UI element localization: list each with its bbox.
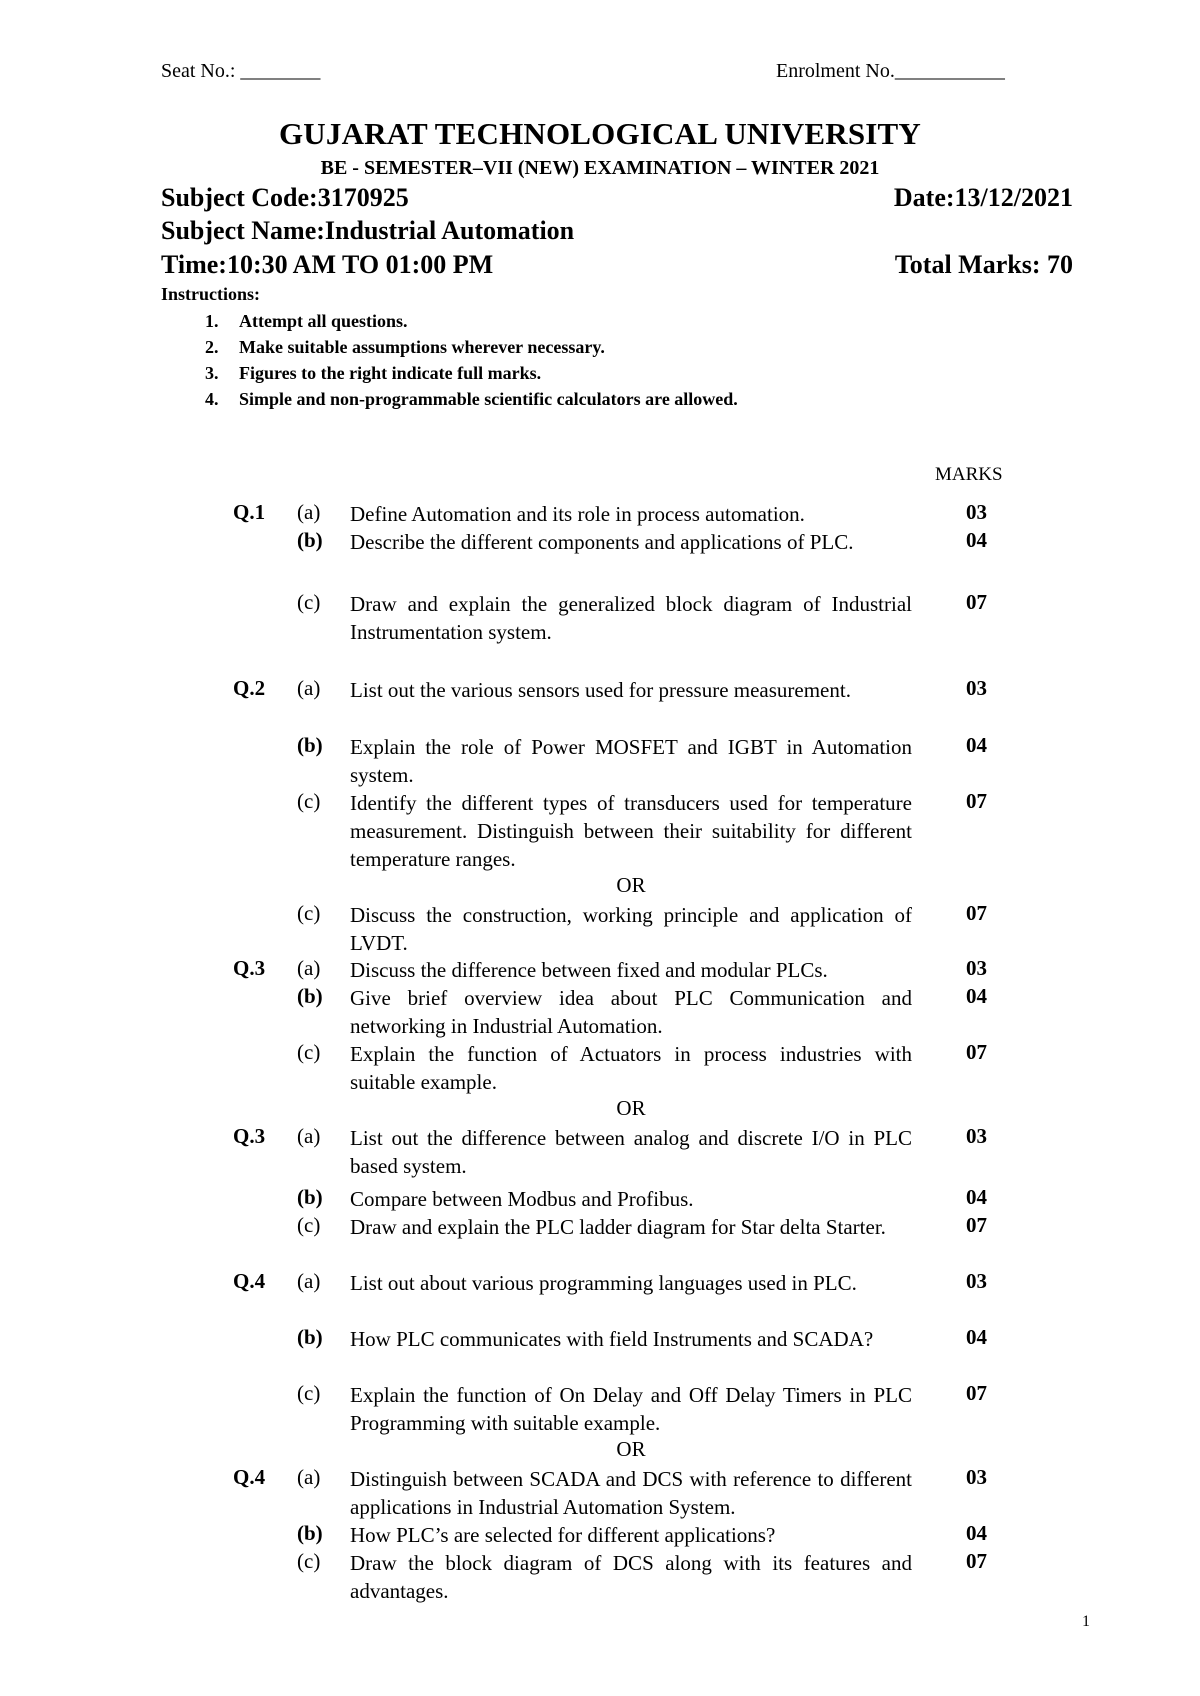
part-label: (c) bbox=[297, 590, 321, 614]
question-marks: 07 bbox=[966, 789, 987, 813]
question-text: List out the various sensors used for pressure measurement. bbox=[350, 678, 851, 702]
question-text: Compare between Modbus and Profibus. bbox=[350, 1187, 694, 1211]
part-label: (c) bbox=[297, 789, 321, 813]
question-label: Q.3 bbox=[233, 956, 266, 980]
subject-code-row bbox=[161, 183, 1073, 213]
question-label: Q.4 bbox=[233, 1465, 266, 1489]
part-label: (b) bbox=[297, 1325, 323, 1349]
question-marks: 07 bbox=[966, 590, 987, 614]
instructions-title: Instructions: bbox=[161, 284, 261, 304]
question-text: How PLC’s are selected for different applications? bbox=[350, 1523, 776, 1547]
time-row bbox=[161, 250, 1073, 280]
question-label: Q.3 bbox=[233, 1124, 266, 1148]
instructions-list bbox=[205, 308, 738, 412]
exam-date: Date:13/12/2021 bbox=[893, 183, 1073, 212]
part-label: (a) bbox=[297, 956, 321, 980]
question-text: List out about various programming languages used in PLC. bbox=[350, 1271, 857, 1295]
question-marks: 07 bbox=[966, 1213, 987, 1237]
question-label: Q.2 bbox=[233, 676, 266, 700]
part-label: (c) bbox=[297, 1381, 321, 1405]
marks-column-heading: MARKS bbox=[935, 464, 1003, 485]
university-title: GUJARAT TECHNOLOGICAL UNIVERSITY bbox=[278, 116, 922, 151]
enrolment-number-field: Enrolment No.___________ bbox=[776, 60, 1005, 82]
part-label: (b) bbox=[297, 528, 323, 552]
part-label: (a) bbox=[297, 1124, 321, 1148]
part-label: (b) bbox=[297, 984, 323, 1008]
part-label: (a) bbox=[297, 500, 321, 524]
question-marks: 03 bbox=[966, 676, 987, 700]
subject-code: Subject Code:3170925 bbox=[161, 183, 409, 212]
question-text: Discuss the construction, working principle and application of LVDT. bbox=[350, 903, 912, 955]
part-label: (b) bbox=[297, 1521, 323, 1545]
question-label: Q.1 bbox=[233, 500, 266, 524]
question-marks: 07 bbox=[966, 1549, 987, 1573]
exam-title: BE - SEMESTER–VII (NEW) EXAMINATION – WINTER 2021 bbox=[320, 157, 880, 179]
or-separator: OR bbox=[616, 873, 646, 897]
part-label: (a) bbox=[297, 1465, 321, 1489]
or-separator: OR bbox=[616, 1096, 646, 1120]
question-text: Explain the function of On Delay and Off Delay Timers in PLC Programming with suitable example. bbox=[350, 1383, 912, 1435]
question-label: Q.4 bbox=[233, 1269, 266, 1293]
total-marks: Total Marks: 70 bbox=[894, 250, 1073, 279]
instruction-item: 3. Figures to the right indicate full marks. bbox=[205, 363, 542, 383]
question-text: How PLC communicates with field Instruments and SCADA? bbox=[350, 1327, 874, 1351]
question-marks: 03 bbox=[966, 1269, 987, 1293]
question-text: Identify the different types of transducers used for temperature measurement. Distinguish between their suitability for different temperature ranges. bbox=[350, 791, 912, 871]
part-label: (c) bbox=[297, 901, 321, 925]
part-label: (c) bbox=[297, 1549, 321, 1573]
part-label: (a) bbox=[297, 676, 321, 700]
question-marks: 04 bbox=[966, 528, 987, 552]
question-text: Draw the block diagram of DCS along with its features and advantages. bbox=[350, 1551, 912, 1603]
part-label: (c) bbox=[297, 1040, 321, 1064]
question-marks: 03 bbox=[966, 956, 987, 980]
or-separator: OR bbox=[616, 1437, 646, 1461]
part-label: (b) bbox=[297, 1185, 323, 1209]
question-marks: 03 bbox=[966, 1465, 987, 1489]
page-number: 1 bbox=[1082, 1613, 1090, 1630]
question-text: Define Automation and its role in process automation. bbox=[350, 502, 805, 526]
question-text: Describe the different components and applications of PLC. bbox=[350, 530, 854, 554]
question-text: Explain the role of Power MOSFET and IGBT in Automation system. bbox=[350, 735, 912, 787]
part-label: (b) bbox=[297, 733, 323, 757]
question-marks: 04 bbox=[966, 984, 987, 1008]
seat-number-field: Seat No.: ________ bbox=[161, 60, 321, 82]
question-marks: 07 bbox=[966, 1381, 987, 1405]
question-text: Give brief overview idea about PLC Communication and networking in Industrial Automation. bbox=[350, 986, 912, 1038]
question-text: List out the difference between analog and discrete I/O in PLC based system. bbox=[350, 1126, 912, 1178]
question-text: Draw and explain the PLC ladder diagram for Star delta Starter. bbox=[350, 1215, 886, 1239]
question-text: Distinguish between SCADA and DCS with reference to different applications in Industrial Automation System. bbox=[350, 1467, 912, 1519]
question-marks: 04 bbox=[966, 1325, 987, 1349]
part-label: (a) bbox=[297, 1269, 321, 1293]
question-text: Draw and explain the generalized block diagram of Industrial Instrumentation system. bbox=[350, 592, 912, 644]
question-marks: 04 bbox=[966, 733, 987, 757]
question-marks: 03 bbox=[966, 500, 987, 524]
instruction-item: 1. Attempt all questions. bbox=[205, 311, 408, 331]
part-label: (c) bbox=[297, 1213, 321, 1237]
question-text: Discuss the difference between fixed and modular PLCs. bbox=[350, 958, 828, 982]
question-marks: 03 bbox=[966, 1124, 987, 1148]
instruction-item: 4. Simple and non-programmable scientific calculators are allowed. bbox=[205, 389, 738, 409]
instruction-item: 2. Make suitable assumptions wherever necessary. bbox=[205, 337, 605, 357]
question-marks: 07 bbox=[966, 1040, 987, 1064]
question-marks: 07 bbox=[966, 901, 987, 925]
subject-name: Subject Name:Industrial Automation bbox=[161, 216, 575, 245]
question-text: Explain the function of Actuators in process industries with suitable example. bbox=[350, 1042, 912, 1094]
question-marks: 04 bbox=[966, 1185, 987, 1209]
question-marks: 04 bbox=[966, 1521, 987, 1545]
exam-time: Time:10:30 AM TO 01:00 PM bbox=[161, 250, 494, 279]
